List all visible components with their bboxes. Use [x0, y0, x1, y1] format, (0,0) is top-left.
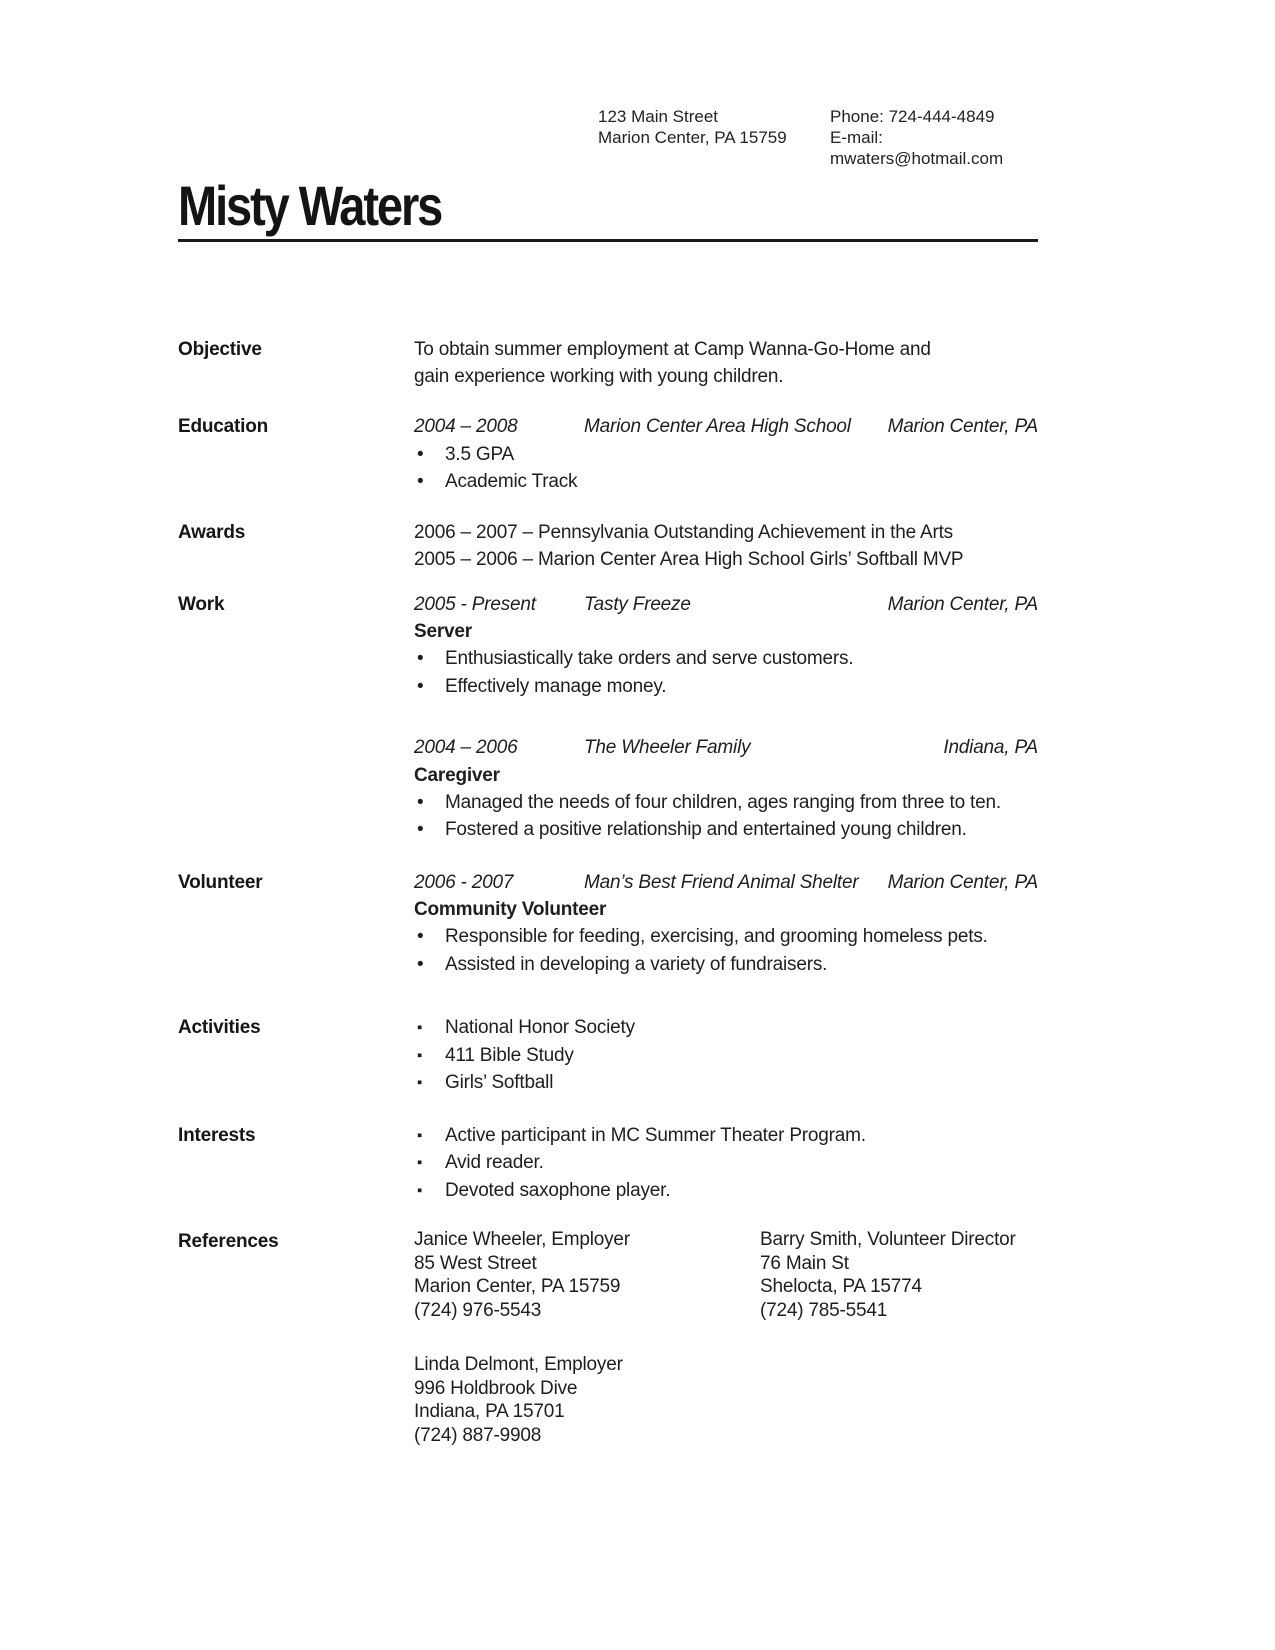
activity-text: 411 Bible Study	[445, 1044, 574, 1066]
education-dates: 2004 – 2008	[414, 416, 518, 437]
square-bullet-icon: ▪	[417, 1046, 423, 1064]
volunteer-organization: Man’s Best Friend Animal Shelter	[584, 871, 859, 893]
reference-street: 76 Main St	[760, 1252, 849, 1274]
list-item	[414, 645, 1038, 673]
section-label-education: Education	[178, 416, 269, 437]
job-company: The Wheeler Family	[584, 737, 751, 758]
contact-phone-email	[830, 106, 1038, 169]
activity-text: Girls’ Softball	[445, 1072, 554, 1093]
round-bullet-icon: •	[417, 791, 424, 813]
job-location: Marion Center, PA	[887, 593, 1038, 615]
list-item	[414, 468, 1038, 496]
volunteer-bullets	[414, 923, 1038, 978]
reference-phone: (724) 887-9908	[414, 1424, 542, 1446]
round-bullet-icon: •	[417, 953, 424, 975]
volunteer-location: Marion Center, PA	[887, 871, 1038, 893]
round-bullet-icon: •	[417, 675, 424, 697]
square-bullet-icon: ▪	[417, 1126, 423, 1144]
list-item	[414, 673, 1038, 701]
list-item	[414, 1177, 1038, 1205]
job-location: Indiana, PA	[943, 737, 1038, 758]
list-item	[414, 1069, 1038, 1097]
volunteer-dates: 2006 - 2007	[414, 871, 514, 893]
reference-city: Indiana, PA 15701	[414, 1401, 565, 1422]
header-divider	[178, 239, 1038, 242]
contact-block	[598, 0, 1038, 169]
reference-city: Shelocta, PA 15774	[760, 1276, 922, 1297]
list-item	[414, 923, 1038, 951]
reference-entry	[414, 1353, 760, 1447]
list-item	[414, 1149, 1038, 1177]
award-item: 2005 – 2006 – Marion Center Area High School Girls’ Softball MVP	[414, 549, 964, 570]
round-bullet-icon: •	[417, 926, 424, 947]
award-item: 2006 – 2007 – Pennsylvania Outstanding Achievement in the Arts	[414, 521, 953, 543]
references-grid	[414, 1228, 1038, 1447]
reference-entry	[414, 1228, 760, 1322]
education-bullet-text: 3.5 GPA	[445, 443, 515, 465]
section-label-activities: Activities	[178, 1017, 261, 1038]
reference-phone: (724) 785-5541	[760, 1299, 888, 1321]
job-bullets	[414, 789, 1038, 844]
job-row	[414, 591, 1038, 619]
job-bullet-text: Managed the needs of four children, ages ranging from three to ten.	[445, 791, 1001, 813]
list-item	[414, 951, 1038, 979]
section-awards	[178, 519, 1038, 574]
section-label-awards: Awards	[178, 521, 246, 543]
work-job-1	[414, 591, 1038, 701]
square-bullet-icon: ▪	[417, 1154, 423, 1171]
section-objective	[178, 336, 1038, 390]
volunteer-bullet-text: Responsible for feeding, exercising, and grooming homeless pets.	[445, 926, 988, 947]
round-bullet-icon: •	[417, 471, 424, 492]
square-bullet-icon: ▪	[417, 1074, 423, 1091]
education-row	[414, 413, 1038, 441]
volunteer-bullet-text: Assisted in developing a variety of fundraisers.	[445, 953, 828, 975]
email-line: E-mail: mwaters@hotmail.com	[830, 128, 1004, 168]
section-education	[178, 413, 1038, 496]
job-title: Server	[414, 621, 472, 642]
reference-phone: (724) 976-5543	[414, 1299, 542, 1321]
round-bullet-icon: •	[417, 648, 424, 669]
section-interests	[178, 1122, 1038, 1205]
job-bullet-text: Effectively manage money.	[445, 675, 667, 697]
list-item	[414, 789, 1038, 817]
round-bullet-icon: •	[417, 443, 424, 465]
reference-street: 996 Holdbrook Dive	[414, 1377, 578, 1399]
square-bullet-icon: ▪	[417, 1181, 423, 1199]
job-title: Caregiver	[414, 764, 500, 786]
reference-entry	[760, 1228, 1038, 1322]
address-line-2: Marion Center, PA 15759	[598, 128, 787, 147]
section-label-interests: Interests	[178, 1124, 256, 1146]
page-title: Misty Waters	[178, 174, 442, 237]
job-row	[414, 734, 1038, 762]
list-item	[414, 1122, 1038, 1150]
job-dates: 2004 – 2006	[414, 737, 518, 758]
section-work	[178, 591, 1038, 844]
education-location: Marion Center, PA	[887, 416, 1038, 437]
address-line-1: 123 Main Street	[598, 107, 719, 126]
reference-street: 85 West Street	[414, 1252, 537, 1274]
section-label-references: References	[178, 1231, 279, 1252]
education-bullets	[414, 441, 1038, 496]
work-job-2	[414, 734, 1038, 844]
section-references	[178, 1228, 1038, 1447]
section-volunteer	[178, 869, 1038, 979]
resume-header	[178, 0, 1038, 242]
list-item	[414, 1042, 1038, 1070]
square-bullet-icon: ▪	[417, 1019, 423, 1036]
reference-name: Janice Wheeler, Employer	[414, 1229, 630, 1250]
interest-text: Avid reader.	[445, 1152, 544, 1173]
job-dates: 2005 - Present	[414, 593, 536, 615]
section-label-objective: Objective	[178, 339, 262, 360]
list-item	[414, 441, 1038, 469]
job-company: Tasty Freeze	[584, 593, 691, 615]
interests-list	[414, 1122, 1038, 1205]
section-label-work: Work	[178, 593, 225, 615]
job-bullet-text: Fostered a positive relationship and entertained young children.	[445, 819, 967, 840]
activity-text: National Honor Society	[445, 1017, 635, 1038]
phone-line: Phone: 724-444-4849	[830, 107, 995, 126]
section-activities	[178, 1014, 1038, 1097]
interest-text: Active participant in MC Summer Theater Program.	[445, 1124, 866, 1146]
job-bullets	[414, 645, 1038, 700]
activities-list	[414, 1014, 1038, 1097]
section-label-volunteer: Volunteer	[178, 871, 263, 893]
job-bullet-text: Enthusiastically take orders and serve customers.	[445, 648, 854, 669]
interest-text: Devoted saxophone player.	[445, 1179, 671, 1201]
round-bullet-icon: •	[417, 819, 424, 840]
resume-body	[178, 336, 1038, 1447]
education-school: Marion Center Area High School	[584, 416, 851, 437]
education-bullet-text: Academic Track	[445, 471, 578, 492]
reference-name: Barry Smith, Volunteer Director	[760, 1229, 1016, 1250]
objective-text: To obtain summer employment at Camp Wanna-Go-Home and gain experience working with young children.	[414, 339, 931, 387]
list-item	[414, 1014, 1038, 1042]
reference-name: Linda Delmont, Employer	[414, 1354, 623, 1375]
list-item	[414, 816, 1038, 844]
reference-city: Marion Center, PA 15759	[414, 1276, 621, 1297]
contact-address	[598, 106, 830, 169]
volunteer-row	[414, 869, 1038, 897]
volunteer-title: Community Volunteer	[414, 899, 607, 920]
